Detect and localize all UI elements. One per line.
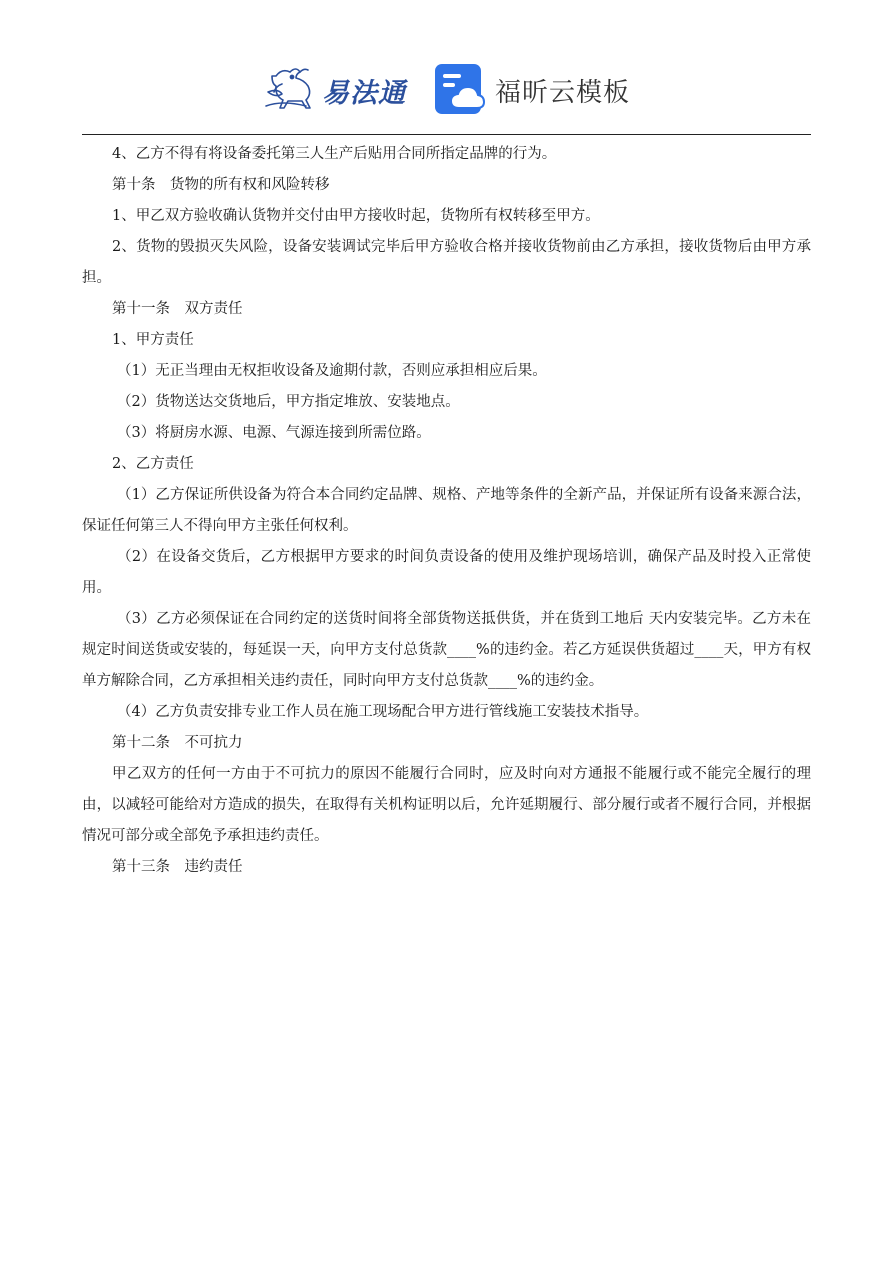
paragraph: 2、乙方责任: [112, 456, 194, 472]
yifatong-logo: [262, 62, 412, 118]
paragraph: 甲乙双方的任何一方由于不可抗力的原因不能履行合同时，应及时向对方通报不能履行或不能完全履行的理由，以减轻可能给对方造成的损失，在取得有关机构证明以后，允许延期履行、部分履行或者不履行合同，并根据情况可部分或全部免予承担违约责任。: [82, 766, 811, 844]
foxit-cloud-template-text: 福昕云模板: [495, 77, 631, 108]
clause-item: （1）无正当理由无权拒收设备及逾期付款，否则应承担相应后果。: [117, 363, 547, 379]
clause-item: （3）乙方必须保证在合同约定的送货时间将全部货物送抵供货，并在货到工地后 天内安装完毕。乙方未在规定时间送货或安装的，每延误一天，向甲方支付总货款____%的违约金。若乙方延误供货超过____天，甲方有权单方解除合同，乙方承担相关违约责任，同时向甲方支付总货款____%的违约金。: [82, 611, 811, 689]
clause-item: （3）将厨房水源、电源、气源连接到所需位路。: [117, 425, 431, 441]
paragraph: 2、货物的毁损灭失风险，设备安装调试完毕后甲方验收合格并接收货物前由乙方承担，接收货物后由甲方承担。: [82, 239, 811, 286]
paragraph: 1、甲乙双方验收确认货物并交付由甲方接收时起，货物所有权转移至甲方。: [112, 208, 600, 224]
section-heading: 第十三条 违约责任: [112, 859, 243, 875]
foxit-cloud-template-logo: [435, 64, 630, 116]
paragraph: 1、甲方责任: [112, 332, 194, 348]
document-body: [82, 139, 811, 883]
clause-item: （2）货物送达交货地后，甲方指定堆放、安装地点。: [117, 394, 460, 410]
qilin-emblem-icon: [262, 62, 320, 118]
yifatong-logo-text: 易法通: [322, 77, 406, 109]
clause-item: （2）在设备交货后，乙方根据甲方要求的时间负责设备的使用及维护现场培训，确保产品及时投入正常使用。: [82, 549, 811, 596]
header-divider: [82, 134, 811, 135]
page-header: [0, 0, 893, 134]
cloud-document-icon: [435, 64, 485, 116]
paragraph: 4、乙方不得有将设备委托第三人生产后贴用合同所指定品牌的行为。: [112, 146, 557, 162]
clause-item: （4）乙方负责安排专业工作人员在施工现场配合甲方进行管线施工安装技术指导。: [117, 704, 649, 720]
section-heading: 第十二条 不可抗力: [112, 735, 243, 751]
section-heading: 第十条 货物的所有权和风险转移: [112, 177, 330, 193]
section-heading: 第十一条 双方责任: [112, 301, 243, 317]
clause-item: （1）乙方保证所供设备为符合本合同约定品牌、规格、产地等条件的全新产品，并保证所有设备来源合法，保证任何第三人不得向甲方主张任何权利。: [82, 487, 811, 534]
